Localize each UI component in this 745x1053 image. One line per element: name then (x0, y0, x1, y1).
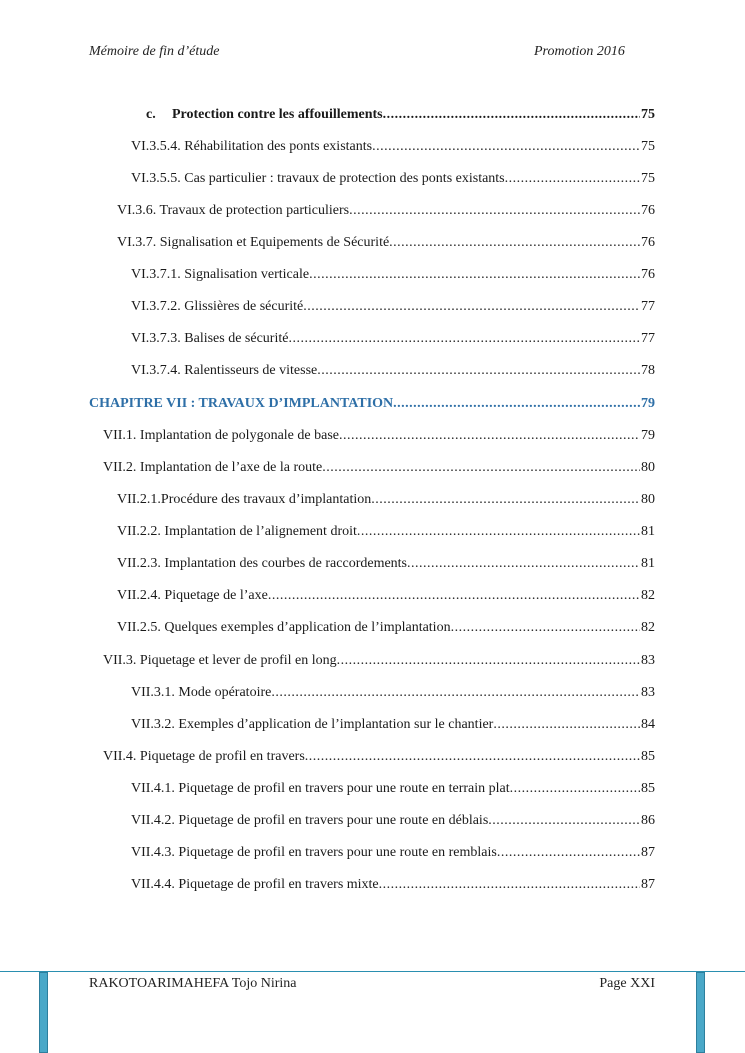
footer-bar-left (39, 972, 48, 1053)
toc-page-number: 76 (641, 235, 655, 250)
toc-dot-leader (493, 717, 640, 733)
toc-entry[interactable] (117, 620, 655, 640)
toc-page-number: 86 (641, 813, 655, 828)
toc-page-number: 87 (641, 845, 655, 860)
toc-entry-label: VI.3.5.4. Réhabilitation des ponts existants (131, 139, 373, 154)
toc-page-number: 83 (641, 685, 655, 700)
toc-dot-leader (407, 556, 640, 572)
toc-dot-leader (379, 877, 640, 893)
toc-dot-leader (322, 460, 640, 476)
toc-page-number: 77 (641, 299, 655, 314)
toc-entry-label: VII.4.3. Piquetage de profil en travers pour une route en remblais (131, 845, 497, 860)
toc-dot-leader (383, 107, 640, 123)
toc-dot-leader (268, 588, 640, 604)
toc-page-number: 82 (641, 588, 655, 603)
toc-entry-label: VII.2.3. Implantation des courbes de raccordements (117, 556, 408, 571)
toc-entry[interactable] (131, 299, 655, 319)
toc-dot-leader (357, 524, 640, 540)
toc-page-number: 78 (641, 363, 655, 378)
toc-entry[interactable] (117, 588, 655, 608)
toc-entry-label: VII.2.1.Procédure des travaux d’implantation (117, 492, 372, 507)
toc-dot-leader (337, 653, 640, 669)
toc-entry[interactable] (131, 331, 655, 351)
toc-entry[interactable] (117, 524, 655, 544)
toc-entry-label: VII.3. Piquetage et lever de profil en long (103, 653, 337, 668)
toc-entry-label: VII.2. Implantation de l’axe de la route (103, 460, 323, 475)
toc-page-number: 83 (641, 653, 655, 668)
toc-dot-leader (349, 203, 640, 219)
toc-entry[interactable] (117, 203, 655, 223)
toc-entry-label: VI.3.7.2. Glissières de sécurité (131, 299, 304, 314)
toc-entry-label: VII.4. Piquetage de profil en travers (103, 749, 305, 764)
footer-rule (0, 971, 745, 972)
toc-entry[interactable] (103, 749, 655, 769)
toc-entry[interactable] (117, 492, 655, 512)
toc-entry[interactable] (131, 877, 655, 897)
toc-entry-label: VI.3.7.4. Ralentisseurs de vitesse (131, 363, 318, 378)
toc-entry[interactable] (131, 139, 655, 159)
footer-page-number: Page XXI (599, 976, 655, 991)
toc-page-number: 79 (641, 428, 655, 443)
toc-page-number: 85 (641, 781, 655, 796)
toc-page-number: 81 (641, 556, 655, 571)
toc-page-number: 80 (641, 460, 655, 475)
toc-dot-leader (451, 620, 640, 636)
footer-bar-right (696, 972, 705, 1053)
toc-dot-leader (389, 235, 640, 251)
toc-page-number: 84 (641, 717, 655, 732)
toc-entry[interactable] (103, 653, 655, 673)
toc-entry-label (146, 107, 383, 123)
toc-entry[interactable] (117, 235, 655, 255)
toc-entry-label: VII.2.2. Implantation de l’alignement droit (117, 524, 357, 539)
toc-dot-leader (303, 299, 640, 315)
toc-dot-leader (505, 171, 640, 187)
toc-entry-label: VI.3.6. Travaux de protection particuliers (117, 203, 350, 218)
toc-page-number: 75 (641, 107, 655, 122)
toc-chapter-entry[interactable] (89, 396, 655, 416)
toc-page-number: 81 (641, 524, 655, 539)
toc-entry-label: CHAPITRE VII : TRAVAUX D’IMPLANTATION (89, 396, 394, 411)
toc-dot-leader (393, 396, 640, 412)
toc-page-number: 80 (641, 492, 655, 507)
toc-dot-leader (305, 749, 640, 765)
toc-entry[interactable] (103, 460, 655, 480)
toc-dot-leader (339, 428, 640, 444)
toc-entry[interactable] (131, 781, 655, 801)
toc-dot-leader (271, 685, 640, 701)
toc-page-number: 76 (641, 203, 655, 218)
toc-dot-leader (371, 492, 640, 508)
toc-entry-label: VII.3.1. Mode opératoire (131, 685, 272, 700)
toc-entry[interactable] (146, 107, 655, 127)
toc-entry[interactable] (103, 428, 655, 448)
toc-entry-label: VII.1. Implantation de polygonale de base (103, 428, 339, 443)
toc-entry-label: VII.2.5. Quelques exemples d’application de l’implantation (117, 620, 451, 635)
toc-dot-leader (288, 331, 640, 347)
toc-page-number: 87 (641, 877, 655, 892)
toc-entry[interactable] (131, 363, 655, 383)
toc-dot-leader (317, 363, 640, 379)
toc-entry-text: Protection contre les affouillements (172, 107, 383, 122)
footer-author: RAKOTOARIMAHEFA Tojo Nirina (89, 976, 297, 991)
toc-page-number: 75 (641, 171, 655, 186)
header-title: Mémoire de fin d’étude (89, 44, 220, 59)
toc-dot-leader (488, 813, 640, 829)
toc-page-number: 82 (641, 620, 655, 635)
toc-dot-leader (497, 845, 640, 861)
toc-page-number: 77 (641, 331, 655, 346)
toc-entry[interactable] (131, 845, 655, 865)
toc-entry[interactable] (131, 717, 655, 737)
toc-dot-leader (309, 267, 640, 283)
toc-entry[interactable] (117, 556, 655, 576)
toc-page-number: 85 (641, 749, 655, 764)
toc-entry[interactable] (131, 685, 655, 705)
toc-entry[interactable] (131, 813, 655, 833)
toc-entry[interactable] (131, 171, 655, 191)
toc-entry-label: VI.3.5.5. Cas particulier : travaux de protection des ponts existants (131, 171, 505, 186)
toc-entry-label: VI.3.7. Signalisation et Equipements de Sécurité (117, 235, 390, 250)
toc-entry-label: VI.3.7.1. Signalisation verticale (131, 267, 310, 282)
toc-dot-leader (372, 139, 640, 155)
toc-entry-marker: c. (146, 107, 156, 122)
toc-page-number: 79 (641, 396, 655, 411)
toc-entry-label: VII.2.4. Piquetage de l’axe (117, 588, 268, 603)
toc-page-number: 75 (641, 139, 655, 154)
toc-entry-label: VI.3.7.3. Balises de sécurité (131, 331, 289, 346)
toc-entry-label: VII.4.4. Piquetage de profil en travers mixte (131, 877, 379, 892)
toc-entry[interactable] (131, 267, 655, 287)
toc-page-number: 76 (641, 267, 655, 282)
toc-dot-leader (510, 781, 640, 797)
toc-entry-label: VII.3.2. Exemples d’application de l’implantation sur le chantier (131, 717, 494, 732)
header-promotion: Promotion 2016 (534, 44, 625, 59)
toc-entry-label: VII.4.2. Piquetage de profil en travers pour une route en déblais (131, 813, 489, 828)
toc-entry-label: VII.4.1. Piquetage de profil en travers pour une route en terrain plat (131, 781, 510, 796)
